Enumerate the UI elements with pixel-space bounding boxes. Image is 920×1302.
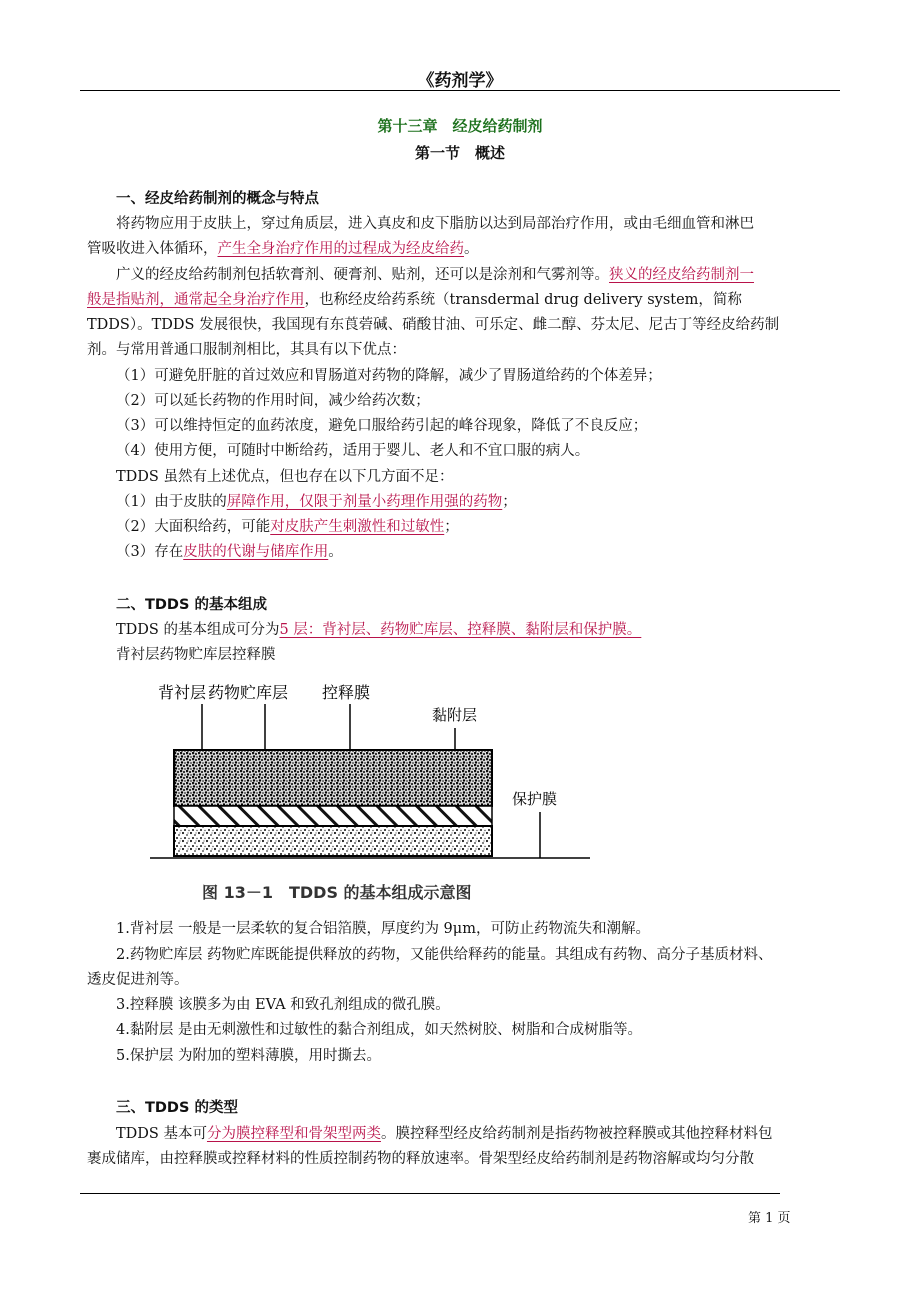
highlighted-text: 产生全身治疗作用的过程成为经皮给药 xyxy=(217,241,464,257)
footer-divider xyxy=(80,1193,780,1194)
figure-caption: 图 13－1 TDDS 的基本组成示意图 xyxy=(202,883,472,902)
paragraph-line: 将药物应用于皮肤上，穿过角质层，进入真皮和皮下脂肪以达到局部治疗作用，或由毛细血管和淋巴 xyxy=(116,216,754,232)
highlighted-text: 对皮肤产生刺激性和过敏性 xyxy=(270,519,445,535)
paragraph-line: 般是指贴剂，通常起全身治疗作用，也称经皮给药系统（transdermal drug delivery system，简称 xyxy=(87,292,742,308)
tdds-structure-figure xyxy=(150,680,590,910)
section-title: 第一节 概述 xyxy=(414,144,505,162)
highlighted-text: 般是指贴剂，通常起全身治疗作用 xyxy=(87,292,305,308)
label-adhesive: 黏附层 xyxy=(432,706,478,724)
document-header-title: 《药剂学》 xyxy=(417,71,503,91)
highlighted-text: 皮肤的代谢与储库作用 xyxy=(183,544,329,560)
label-protect: 保护膜 xyxy=(512,790,558,808)
disadvantage-item: （2）大面积给药，可能对皮肤产生刺激性和过敏性； xyxy=(116,519,459,535)
paragraph-line: 裹成储库，由控释膜或控释材料的性质控制药物的释放速率。骨架型经皮给药制剂是药物溶解或均匀分散 xyxy=(87,1151,754,1167)
list-item: 3.控释膜 该膜多为由 EVA 和致孔剂组成的微孔膜。 xyxy=(116,997,450,1013)
highlighted-text: 分为膜控释型和骨架型两类 xyxy=(206,1126,381,1142)
paragraph-line: 背衬层药物贮库层控释膜 xyxy=(116,647,276,663)
list-item: 1.背衬层 一般是一层柔软的复合铝箔膜，厚度约为 9μm，可防止药物流失和潮解。 xyxy=(116,921,650,937)
list-item-continued: 透皮促进剂等。 xyxy=(87,972,189,988)
label-reservoir: 药物贮库层 xyxy=(208,683,289,702)
advantage-item: （4）使用方便，可随时中断给药，适用于婴儿、老人和不宜口服的病人。 xyxy=(116,443,590,459)
highlighted-text: 5 层：背衬层、药物贮库层、控释膜、黏附层和保护膜。 xyxy=(279,622,642,638)
paragraph-line: 广义的经皮给药制剂包括软膏剂、硬膏剂、贴剂，还可以是涂剂和气雾剂等。狭义的经皮给药制剂一 xyxy=(116,267,754,283)
list-item: 2.药物贮库层 药物贮库既能提供释放的药物，又能供给释药的能量。其组成有药物、高分子基质材料、 xyxy=(116,947,773,963)
paragraph-line: 剂。与常用普通口服制剂相比，其具有以下优点： xyxy=(87,342,406,358)
list-item: 5.保护层 为附加的塑料薄膜，用时撕去。 xyxy=(116,1048,381,1064)
advantage-item: （1）可避免肝脏的首过效应和胃肠道对药物的降解，减少了胃肠道给药的个体差异； xyxy=(116,368,662,384)
disadvantage-item: （3）存在皮肤的代谢与储库作用。 xyxy=(116,544,343,560)
heading-composition: 二、TDDS 的基本组成 xyxy=(116,597,267,613)
advantage-item: （3）可以维持恒定的血药浓度，避免口服给药引起的峰谷现象，降低了不良反应； xyxy=(116,418,648,434)
chapter-title: 第十三章 经皮给药制剂 xyxy=(377,117,543,135)
paragraph-line: 管吸收进入体循环，产生全身治疗作用的过程成为经皮给药。 xyxy=(87,241,479,257)
heading-types: 三、TDDS 的类型 xyxy=(116,1100,238,1116)
disadvantage-intro: TDDS 虽然有上述优点，但也存在以下几方面不足： xyxy=(116,469,454,485)
header-divider xyxy=(80,90,840,91)
list-item: 4.黏附层 是由无刺激性和过敏性的黏合剂组成，如天然树胶、树脂和合成树脂等。 xyxy=(116,1022,642,1038)
paragraph-line: TDDS 基本可分为膜控释型和骨架型两类。膜控释型经皮给药制剂是指药物被控释膜或其他控释材料包 xyxy=(116,1126,773,1142)
disadvantage-item: （1）由于皮肤的屏障作用，仅限于剂量小药理作用强的药物； xyxy=(116,494,517,510)
label-membrane: 控释膜 xyxy=(322,683,371,702)
heading-concept: 一、经皮给药制剂的概念与特点 xyxy=(116,191,319,207)
highlighted-text: 屏障作用，仅限于剂量小药理作用强的药物 xyxy=(226,494,503,510)
paragraph-line: TDDS 的基本组成可分为5 层：背衬层、药物贮库层、控释膜、黏附层和保护膜。 xyxy=(116,622,642,638)
highlighted-text: 狭义的经皮给药制剂一 xyxy=(609,267,754,283)
page-number: 第 1 页 xyxy=(748,1211,791,1226)
label-backing: 背衬层 xyxy=(158,683,207,702)
paragraph-line: TDDS）。TDDS 发展很快，我国现有东莨菪碱、硝酸甘油、可乐定、雌二醇、芬太尼、尼古丁等经皮给药制 xyxy=(87,317,780,333)
advantage-item: （2）可以延长药物的作用时间，减少给药次数； xyxy=(116,393,430,409)
